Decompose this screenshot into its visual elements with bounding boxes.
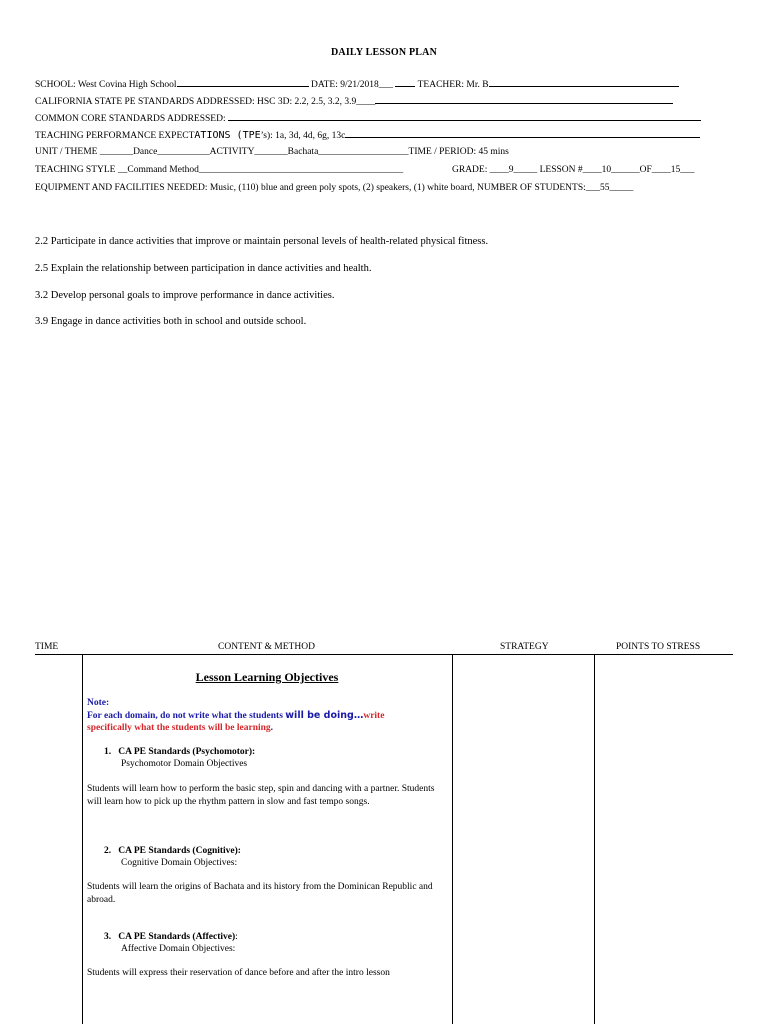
standard-item: 2.5 Explain the relationship between participation in dance activities and health. bbox=[35, 263, 372, 274]
note-red-text-a: write bbox=[363, 711, 385, 721]
table-header-divider bbox=[35, 654, 733, 655]
domain-objective-text: Students will express their reservation of dance before and after the intro lesson bbox=[87, 968, 390, 978]
school-date-teacher-row bbox=[35, 77, 679, 91]
school-field: SCHOOL: West Covina High School bbox=[35, 80, 177, 90]
document-title: DAILY LESSON PLAN bbox=[330, 47, 438, 58]
grade-lesson-field: GRADE: ____9_____ LESSON #____10______OF____15___ bbox=[452, 165, 695, 175]
date-field: DATE: 9/21/2018 bbox=[308, 80, 379, 90]
domain-objective-text: Students will learn how to perform the basic step, spin and dancing with a partner. Students will learn how to pick up the rhythm pattern in slow and fast tempo songs. bbox=[87, 784, 435, 807]
column-header-content: CONTENT & METHOD bbox=[218, 642, 315, 652]
ca-standards-underline bbox=[375, 94, 673, 104]
unit-theme-row: UNIT / THEME _______Dance___________ACTIVITY_______Bachata___________________TIME / PERIOD: 45 mins bbox=[35, 147, 509, 157]
domain-objective-text: Students will learn the origins of Bachata and its history from the Dominican Republic and abroad. bbox=[87, 882, 433, 905]
common-core-field: COMMON CORE STANDARDS ADDRESSED: bbox=[35, 114, 226, 124]
note-doing-text: will be doing… bbox=[285, 710, 364, 721]
domain-number: 1. bbox=[104, 747, 112, 757]
tpe-field-mono: ATIONS (TPE bbox=[194, 130, 261, 141]
common-core-row bbox=[35, 111, 701, 125]
table-column-divider bbox=[594, 654, 595, 1024]
ca-standards-field: CALIFORNIA STATE PE STANDARDS ADDRESSED: HSC 3D: 2.2, 2.5, 3.2, 3.9____ bbox=[35, 97, 376, 107]
teaching-style-row bbox=[35, 164, 403, 176]
standard-item: 3.2 Develop personal goals to improve performance in dance activities. bbox=[35, 290, 335, 301]
date-gap: ___ bbox=[378, 80, 396, 90]
domain-heading-text: CA PE Standards (Affective) bbox=[118, 932, 236, 942]
domain-number: 2. bbox=[104, 846, 112, 856]
school-underline bbox=[177, 77, 309, 87]
standard-item: 2.2 Participate in dance activities that improve or maintain personal levels of health-related physical fitness. bbox=[35, 236, 489, 247]
objectives-title: Lesson Learning Objectives bbox=[195, 670, 339, 684]
teacher-field: TEACHER: Mr. B bbox=[415, 80, 489, 90]
domain-subheading: Cognitive Domain Objectives: bbox=[121, 858, 238, 868]
teaching-style-field: TEACHING STYLE __Command Method___________________________________________ bbox=[35, 165, 404, 175]
tpe-field-prefix: TEACHING PERFORMANCE EXPECT bbox=[35, 131, 195, 141]
date-underline bbox=[395, 77, 415, 87]
tpe-field-suffix: ’s): 1a, 3d, 4d, 6g, 13c bbox=[260, 131, 346, 141]
domain-heading-text: CA PE Standards (Psychomotor): bbox=[118, 747, 256, 757]
domain-subheading: Affective Domain Objectives: bbox=[121, 944, 236, 954]
column-header-strategy: STRATEGY bbox=[500, 642, 549, 652]
note-period: . bbox=[270, 723, 274, 733]
table-column-divider bbox=[82, 654, 83, 1024]
note-label: Note: bbox=[87, 698, 110, 708]
column-header-time: TIME bbox=[35, 642, 59, 652]
equipment-row: EQUIPMENT AND FACILITIES NEEDED: Music, (110) blue and green poly spots, (2) speakers, (1) white board, NUMBER OF STUDENTS:___55_____ bbox=[35, 183, 634, 193]
domain-heading-suffix: : bbox=[235, 932, 238, 942]
tpe-underline bbox=[345, 128, 700, 138]
domain-number: 3. bbox=[104, 932, 112, 942]
tpe-row bbox=[35, 128, 700, 142]
table-column-divider bbox=[452, 654, 453, 1024]
note-blue-text: For each domain, do not write what the students bbox=[87, 711, 286, 721]
domain-subheading: Psychomotor Domain Objectives bbox=[121, 759, 248, 769]
common-core-underline bbox=[228, 111, 701, 121]
teacher-underline bbox=[489, 77, 679, 87]
domain-heading-cognitive bbox=[104, 845, 241, 857]
ca-standards-row bbox=[35, 94, 673, 108]
standard-item: 3.9 Engage in dance activities both in school and outside school. bbox=[35, 316, 307, 327]
domain-heading-affective bbox=[104, 931, 238, 943]
note-red-text-b: specifically what the students will be learning bbox=[87, 723, 271, 733]
column-header-points: POINTS TO STRESS bbox=[616, 642, 701, 652]
domain-heading-psychomotor bbox=[104, 746, 255, 758]
domain-heading-text: CA PE Standards (Cognitive): bbox=[118, 846, 241, 856]
note-text bbox=[87, 710, 447, 734]
